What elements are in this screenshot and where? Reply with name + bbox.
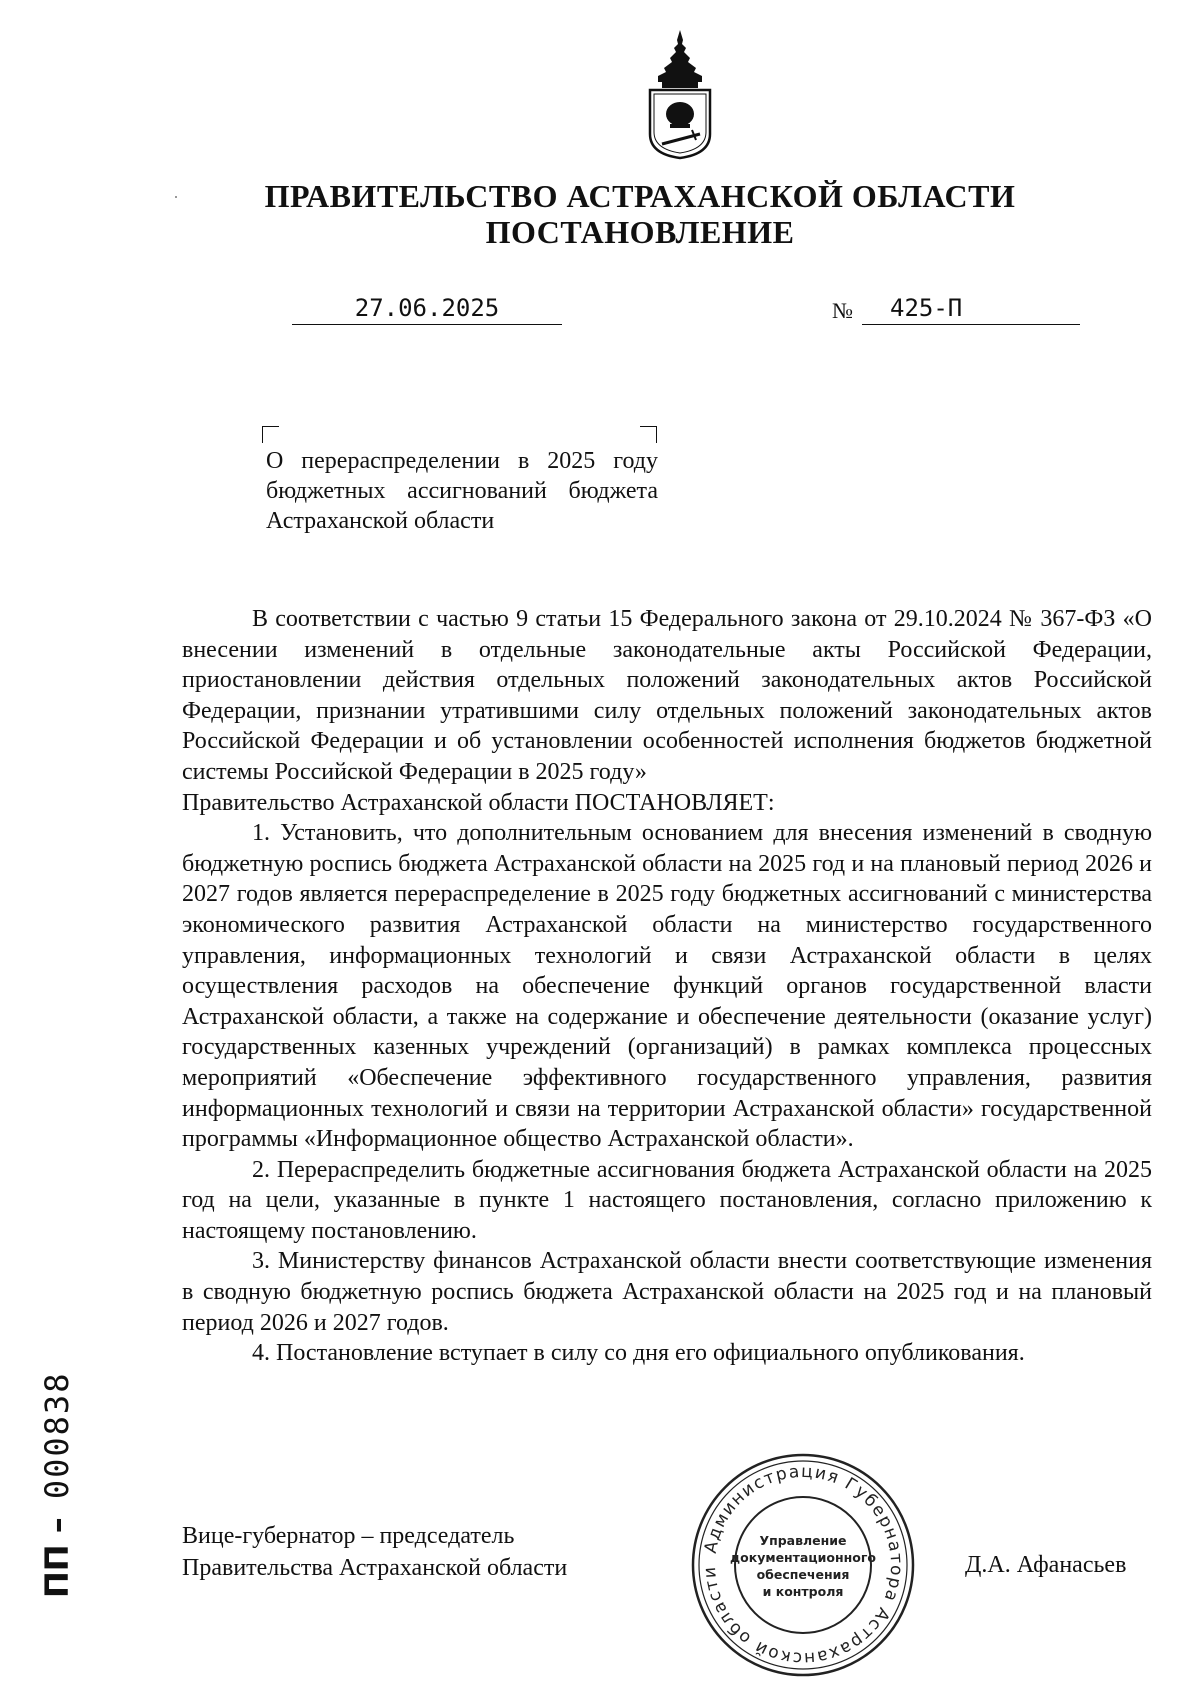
preamble: В соответствии с частью 9 статьи 15 Федерального закона от 29.10.2024 № 367-ФЗ «О внесении изменений в отдельные законодательные акты Российской Федерации, приостановлении действия отдельных положений законодательных актов Российской Федерации, признании утратившими силу отдельных положений законодательных актов Российской Федерации и об установлении особенностей исполнения бюджетов бюджетной системы Российской Федерации в 2025 году» [182, 606, 1152, 785]
government-title: ПРАВИТЕЛЬСТВО АСТРАХАНСКОЙ ОБЛАСТИ [264, 178, 1016, 214]
signatory-position [182, 1520, 567, 1584]
side-mark-prefix: ПП – [38, 1517, 76, 1598]
position-line-2: Правительства Астраханской области [182, 1555, 568, 1581]
stamp-center-line-2: документационного [730, 1550, 876, 1565]
stamp-center-line-3: обеспечения [756, 1567, 850, 1582]
position-line-1: Вице-губернатор – председатель [182, 1523, 515, 1549]
signatory-name: Д.А. Афанасьев [965, 1552, 1127, 1578]
coat-of-arms-icon [640, 30, 720, 160]
stamp-ring-text: Администрация Губернатора Астраханской области [699, 1461, 907, 1669]
document-subject: О перераспределении в 2025 году бюджетных ассигнований бюджета Астраханской области [266, 448, 658, 534]
registration-side-mark [38, 1372, 76, 1598]
item-1: 1. Установить, что дополнительным основанием для внесения изменений в сводную бюджетную роспись бюджета Астраханской области на 2025 год и на плановый период 2026 и 2027 годов является перераспределение в 2025 году бюджетных ассигнований с министерства экономического развития Астраханской области на министерство государственного управления, информационных технологий и связи Астраханской области в целях осуществления расходов на обеспечение функций органов государственной власти Астраханской области, а также на содержание и обеспечение деятельности (оказание услуг) государственных казенных учреждений (организаций) в рамках комплекса процессных мероприятий «Обеспечение эффективного государственного управления, развития информационных технологий и связи на территории Астраханской области» государственной программы «Информационное общество Астраханской области». [182, 820, 1152, 1153]
document-body [182, 604, 1152, 1369]
item-4: 4. Постановление вступает в силу со дня его официального опубликования. [252, 1340, 1025, 1367]
side-mark-number: 000838 [38, 1371, 76, 1500]
document-number: 425-П [862, 294, 1080, 325]
subject-corner-right [640, 426, 657, 443]
document-date: 27.06.2025 [292, 294, 562, 325]
official-stamp [688, 1450, 918, 1680]
subject-corner-left [262, 426, 279, 443]
stamp-center-line-4: и контроля [762, 1584, 844, 1599]
stamp-center-line-1: Управление [759, 1533, 847, 1548]
document-type: ПОСТАНОВЛЕНИЕ [485, 214, 795, 250]
number-sign: № [832, 298, 853, 323]
item-3: 3. Министерству финансов Астраханской области внести соответствующие изменения в сводную бюджетную роспись бюджета Астраханской области на 2025 год и на плановый период 2026 и 2027 годов. [182, 1248, 1152, 1336]
resolves-line: Правительство Астраханской области ПОСТАНОВЛЯЕТ: [182, 789, 775, 816]
item-2: 2. Перераспределить бюджетные ассигнования бюджета Астраханской области на 2025 год на цели, указанные в пункте 1 настоящего постановления, согласно приложению к настоящему постановлению. [182, 1156, 1152, 1244]
